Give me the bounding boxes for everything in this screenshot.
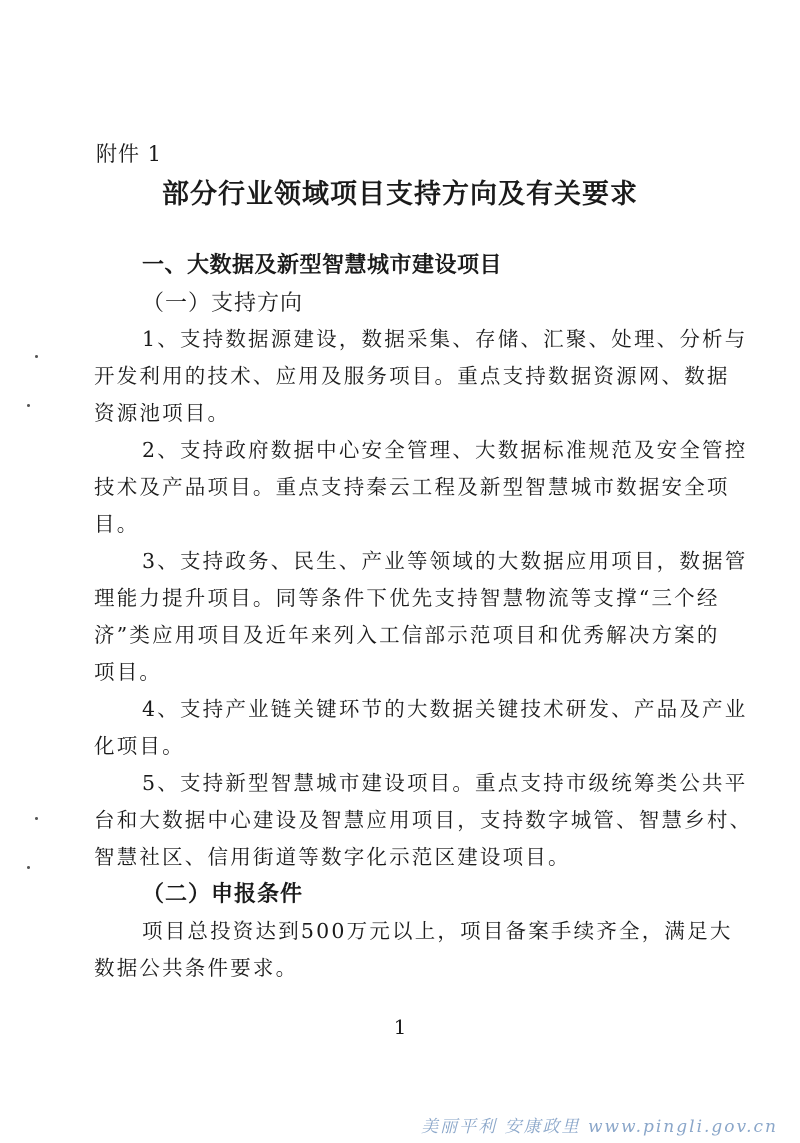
paragraph-line: 5、支持新型智慧城市建设项目。重点支持市级统筹类公共平: [142, 771, 748, 795]
section-heading: 一、大数据及新型智慧城市建设项目: [142, 253, 503, 278]
paragraph-line: 1、支持数据源建设，数据采集、存储、汇聚、处理、分析与: [142, 327, 748, 351]
scan-dot: [27, 866, 30, 869]
scan-dot: [35, 355, 38, 358]
paragraph-line: 项目。: [94, 660, 163, 684]
attachment-label: 附件 1: [96, 142, 163, 166]
conditions-line: 项目总投资达到500万元以上，项目备案手续齐全，满足大: [142, 919, 733, 943]
conditions-line: 数据公共条件要求。: [94, 956, 299, 980]
paragraph-line: 技术及产品项目。重点支持秦云工程及新型智慧城市数据安全项: [94, 475, 730, 499]
document-title: 部分行业领域项目支持方向及有关要求: [162, 179, 638, 210]
watermark: 美丽平利 安康政里 www.pingli.gov.cn: [421, 1117, 778, 1137]
paragraph-line: 智慧社区、信用街道等数字化示范区建设项目。: [94, 845, 571, 869]
scan-dot: [27, 404, 30, 407]
paragraph-line: 理能力提升项目。同等条件下优先支持智慧物流等支撑“三个经: [94, 586, 720, 610]
paragraph-line: 台和大数据中心建设及智慧应用项目，支持数字城管、智慧乡村、: [94, 808, 753, 832]
paragraph-line: 资源池项目。: [94, 401, 231, 425]
paragraph-line: 济”类应用项目及近年来列入工信部示范项目和优秀解决方案的: [94, 623, 720, 647]
scan-dot: [35, 817, 38, 820]
paragraph-line: 目。: [94, 512, 140, 536]
paragraph-line: 开发利用的技术、应用及服务项目。重点支持数据资源网、数据: [94, 364, 730, 388]
paragraph-line: 2、支持政府数据中心安全管理、大数据标准规范及安全管控: [142, 438, 748, 462]
subsection-heading-conditions: （二）申报条件: [142, 881, 304, 907]
paragraph-line: 3、支持政务、民生、产业等领域的大数据应用项目，数据管: [142, 549, 748, 573]
paragraph-line: 化项目。: [94, 734, 185, 758]
subsection-heading-direction: （一）支持方向: [142, 291, 304, 316]
paragraph-line: 4、支持产业链关键环节的大数据关键技术研发、产品及产业: [142, 697, 748, 721]
page-number: 1: [393, 1015, 407, 1039]
